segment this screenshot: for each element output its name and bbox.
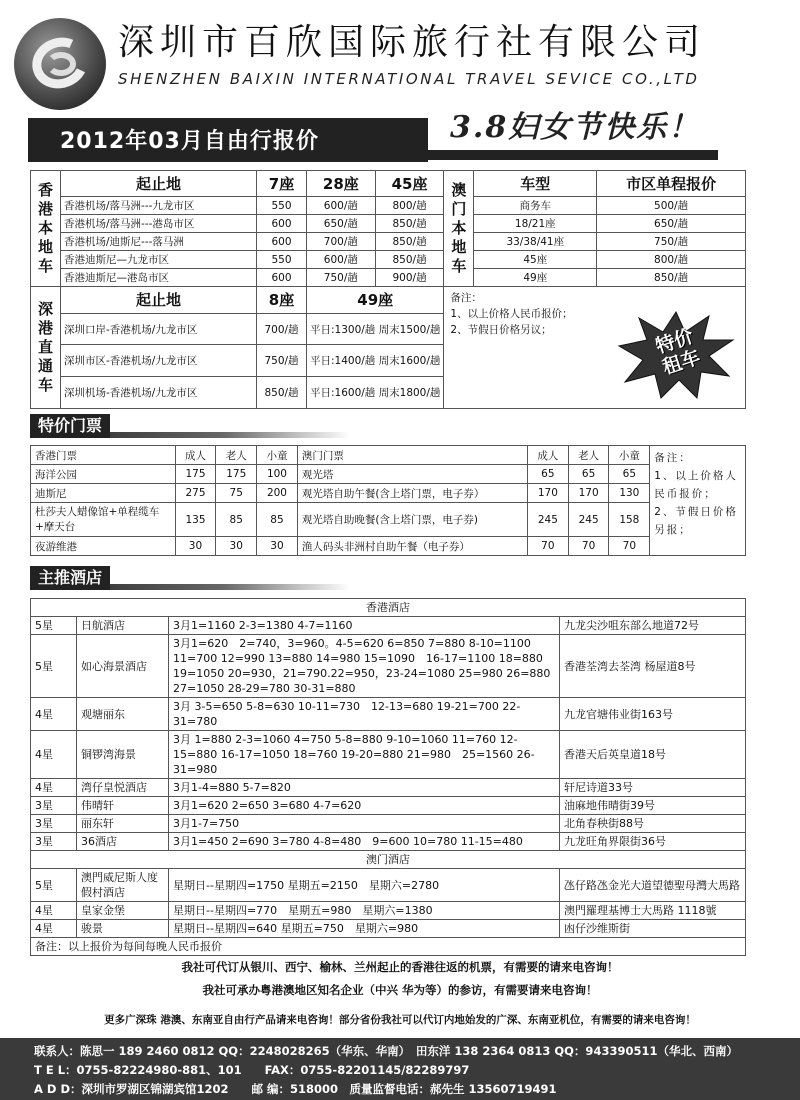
table-cell: 海洋公园: [31, 465, 176, 484]
header-adult: 成人: [175, 446, 216, 465]
table-cell: 5星: [31, 869, 77, 902]
table-cell: 3月1=450 2=690 3=780 4-8=480 9=600 10=780 11-15=480: [169, 833, 560, 851]
table-cell: 香港荃湾去荃湾 杨屋道8号: [560, 635, 746, 698]
table-cell: 商务车: [474, 197, 597, 215]
table-row: [31, 779, 746, 797]
sz-hk-through-bus-label: 深港直通车: [31, 287, 61, 409]
table-cell: 深圳机场-香港机场/九龙市区: [61, 377, 257, 409]
table-cell: 迪斯尼: [31, 484, 176, 503]
header-child: 小童: [257, 446, 298, 465]
contact-footer: [0, 1038, 800, 1100]
table-row: [31, 537, 746, 556]
table-cell: 245: [528, 503, 569, 537]
table-cell: 观光塔: [297, 465, 527, 484]
table-cell: 158: [609, 503, 650, 537]
table-cell: 平日:1600/趟 周末1800/趟: [307, 377, 444, 409]
table-cell: 杜莎夫人蜡像馆+单程缆车+摩天台: [31, 503, 176, 537]
table-cell: 深圳口岸-香港机场/九龙市区: [61, 313, 257, 345]
table-cell: 观塘丽东: [77, 698, 169, 731]
header-45-seat: 45座: [375, 171, 444, 197]
table-row: [31, 797, 746, 815]
promo-line-3: 更多广深珠 港澳、东南亚自由行产品请来电咨询！部分省份我社可以代订内地始发的广深、东南亚机位，有需要的请来电咨询！: [104, 1014, 696, 1026]
table-cell: 550: [257, 197, 307, 215]
table-cell: 800/趟: [597, 251, 746, 269]
table-cell: 九龙官塘伟业街163号: [560, 698, 746, 731]
header-hk-ticket: 香港门票: [31, 446, 176, 465]
table-cell: 170: [528, 484, 569, 503]
tickets-note: 备注： 1、以上价格人民币报价； 2、节假日价格另报；: [650, 446, 746, 556]
table-cell: 铜锣湾海景: [77, 731, 169, 779]
table-cell: 600: [257, 269, 307, 287]
table-cell: 750/趟: [257, 345, 307, 377]
table-row: [31, 902, 746, 920]
header-car-type: 车型: [474, 171, 597, 197]
table-cell: 70: [568, 537, 609, 556]
header-28-seat: 28座: [307, 171, 376, 197]
table-cell: 丽东轩: [77, 815, 169, 833]
table-cell: 3月1-7=750: [169, 815, 560, 833]
table-cell: 香港机场/落马洲---九龙市区: [61, 197, 257, 215]
table-cell: 550: [257, 251, 307, 269]
table-cell: 骏景: [77, 920, 169, 938]
table-row: [31, 833, 746, 851]
table-cell: 北角春秧街88号: [560, 815, 746, 833]
table-cell: 香港迪斯尼—港岛市区: [61, 269, 257, 287]
company-logo: [14, 18, 106, 110]
logo-ring-inner: [46, 52, 76, 76]
table-cell: 5星: [31, 635, 77, 698]
table-row: [31, 815, 746, 833]
promo-line-2: 我社可承办粤港澳地区知名企业（中兴 华为等）的参访，有需要请来电咨询！: [202, 983, 598, 997]
table-cell: 深圳市区-香港机场/九龙市区: [61, 345, 257, 377]
table-cell: 130: [609, 484, 650, 503]
header-sz-route: 起止地: [61, 287, 257, 314]
table-cell: 香港机场/落马洲---港岛市区: [61, 215, 257, 233]
table-cell: 650/趟: [597, 215, 746, 233]
macau-hotels-title: 澳门酒店: [31, 851, 746, 869]
table-cell: 皇家金堡: [77, 902, 169, 920]
table-cell: 轩尼诗道33号: [560, 779, 746, 797]
table-row: [31, 269, 746, 287]
table-cell: 澳門羅理基博士大馬路 1118號: [560, 902, 746, 920]
table-cell: 900/趟: [375, 269, 444, 287]
hotels-table: [30, 598, 746, 956]
table-cell: 850/趟: [375, 233, 444, 251]
table-cell: 245: [568, 503, 609, 537]
table-cell: 30: [257, 537, 298, 556]
table-cell: 如心海景酒店: [77, 635, 169, 698]
table-cell: 100: [257, 465, 298, 484]
table-cell: 36酒店: [77, 833, 169, 851]
table-cell: 星期日--星期四=640 星期五=750 星期六=980: [169, 920, 560, 938]
table-cell: 3月 3-5=650 5-8=630 10-11=730 12-13=680 19-21=700 22-31=780: [169, 698, 560, 731]
macau-local-car-label: 澳门本地车: [444, 171, 474, 287]
header-macau-ticket: 澳门门票: [297, 446, 527, 465]
promo-line-1: 我社可代订从银川、西宁、榆林、兰州起止的香港往返的机票，有需要的请来电咨询！: [181, 960, 619, 974]
table-cell: 850/趟: [375, 215, 444, 233]
table-cell: 85: [216, 503, 257, 537]
table-cell: 65: [609, 465, 650, 484]
table-cell: 30: [175, 537, 216, 556]
table-cell: 65: [568, 465, 609, 484]
table-cell: 4星: [31, 698, 77, 731]
table-cell: 600: [257, 233, 307, 251]
table-cell: 600/趟: [307, 251, 376, 269]
table-cell: 3月 1=880 2-3=1060 4=750 5-8=880 9-10=1060 11=760 12-15=880 16-17=1050 18=760 19-20=880 21=980 25=1560 26-31=980: [169, 731, 560, 779]
table-cell: 3星: [31, 833, 77, 851]
company-name-en: SHENZHEN BAIXIN INTERNATIONAL TRAVEL SEVICE CO.,LTD: [118, 70, 700, 88]
table-cell: 平日:1300/趟 周末1500/趟: [307, 313, 444, 345]
header-senior: 老人: [216, 446, 257, 465]
table-cell: 850/趟: [257, 377, 307, 409]
table-cell: 夜游维港: [31, 537, 176, 556]
table-cell: 750/趟: [597, 233, 746, 251]
table-cell: 澳門威尼斯人度假村酒店: [77, 869, 169, 902]
table-row: [31, 920, 746, 938]
table-cell: 伟晴轩: [77, 797, 169, 815]
table-cell: 18/21座: [474, 215, 597, 233]
table-cell: 氹仔路氹金光大道望德聖母灣大馬路: [560, 869, 746, 902]
header-8-seat: 8座: [257, 287, 307, 314]
hk-local-car-label: 香港本地车: [31, 171, 61, 287]
table-cell: 湾仔皇悦酒店: [77, 779, 169, 797]
table-row: [31, 635, 746, 698]
table-cell: 850/趟: [597, 269, 746, 287]
table-cell: 4星: [31, 902, 77, 920]
table-cell: 75: [216, 484, 257, 503]
company-name-cn: 深圳市百欣国际旅行社有限公司: [118, 22, 707, 63]
table-cell: 30: [216, 537, 257, 556]
table-cell: 香港机场/迪斯尼---落马洲: [61, 233, 257, 251]
table-cell: 星期日--星期四=1750 星期五=2150 星期六=2780: [169, 869, 560, 902]
table-cell: 275: [175, 484, 216, 503]
table-row: [31, 698, 746, 731]
contact-line-3: A D D：深圳市罗湖区锦湖宾馆1202 邮 编：518000 质量监督电话：郝先生 13560719491: [34, 1082, 557, 1096]
table-cell: 750/趟: [307, 269, 376, 287]
special-rental-text: 特价租车: [653, 325, 703, 379]
header-7-seat: 7座: [257, 171, 307, 197]
hk-hotels-title: 香港酒店: [31, 599, 746, 617]
table-cell: 49座: [474, 269, 597, 287]
table-cell: 4星: [31, 779, 77, 797]
table-cell: 33/38/41座: [474, 233, 597, 251]
table-row: [31, 731, 746, 779]
table-cell: 45座: [474, 251, 597, 269]
table-cell: 70: [609, 537, 650, 556]
table-cell: 香港迪斯尼—九龙市区: [61, 251, 257, 269]
header-route: 起止地: [61, 171, 257, 197]
table-cell: 星期日--星期四=770 星期五=980 星期六=1380: [169, 902, 560, 920]
table-cell: 3月1=620 2=650 3=680 4-7=620: [169, 797, 560, 815]
table-cell: 日航酒店: [77, 617, 169, 635]
table-cell: 观光塔自助午餐(含上塔门票，电子券）: [297, 484, 527, 503]
table-cell: 4星: [31, 920, 77, 938]
page-title: 2012年03月自由行报价: [60, 129, 319, 154]
hotels-footnote: 备注：以上报价为每间每晚人民币报价: [31, 938, 746, 956]
table-row: [31, 484, 746, 503]
table-cell: 香港天后英皇道18号: [560, 731, 746, 779]
special-rental-burst: [617, 310, 735, 400]
table-row: [31, 215, 746, 233]
table-cell: 600/趟: [307, 197, 376, 215]
table-cell: 3月1-4=880 5-7=820: [169, 779, 560, 797]
table-cell: 600: [257, 215, 307, 233]
table-row: [31, 233, 746, 251]
table-row: [31, 869, 746, 902]
festival-greeting: 3.8妇女节快乐！: [440, 102, 710, 146]
table-cell: 九龙旺角界限街36号: [560, 833, 746, 851]
table-cell: 3月1=1160 2-3=1380 4-7=1160: [169, 617, 560, 635]
header-49-seat: 49座: [307, 287, 444, 314]
table-cell: 175: [175, 465, 216, 484]
table-cell: 85: [257, 503, 298, 537]
table-row: [31, 251, 746, 269]
table-row: [31, 617, 746, 635]
table-cell: 170: [568, 484, 609, 503]
table-cell: 500/趟: [597, 197, 746, 215]
table-cell: 3月1=620 2=740，3=960。4-5=620 6=850 7=880 8-10=1100 11=700 12=990 13=880 14=980 15=1090 16-17=1100 18=880 19=1050 20=930，21=790.22=950，23-24=1080 25=980 26=880 27=1050 28-29=780 30-31=880: [169, 635, 560, 698]
table-cell: 700/趟: [257, 313, 307, 345]
table-cell: 700/趟: [307, 233, 376, 251]
table-cell: 凼仔沙维斯街: [560, 920, 746, 938]
contact-line-1: 联系人：陈思一 189 2460 0812 QQ：2248028265（华东、华南） 田东洋 138 2364 0813 QQ：943390511（华北、西南）: [34, 1044, 738, 1058]
table-cell: 渔人码头非洲村自助午餐（电子券）: [297, 537, 527, 556]
contact-line-2: T E L：0755-82224980-881、101 FAX：0755-82201145/82289797: [34, 1063, 470, 1077]
table-cell: 4星: [31, 731, 77, 779]
header-adult-mo: 成人: [528, 446, 569, 465]
header-child-mo: 小童: [609, 446, 650, 465]
header-city-price: 市区单程报价: [597, 171, 746, 197]
table-cell: 70: [528, 537, 569, 556]
table-cell: 5星: [31, 617, 77, 635]
table-cell: 3星: [31, 815, 77, 833]
table-cell: 油麻地伟晴街39号: [560, 797, 746, 815]
table-cell: 65: [528, 465, 569, 484]
table-cell: 观光塔自助晚餐(含上塔门票，电子券): [297, 503, 527, 537]
table-cell: 850/趟: [375, 251, 444, 269]
table-cell: 3星: [31, 797, 77, 815]
transfer-note: 备注： 1、以上价格人民币报价； 2、节假日价格另议； 特价租车: [444, 287, 746, 409]
table-row: [31, 197, 746, 215]
table-cell: 800/趟: [375, 197, 444, 215]
transfer-price-table: [30, 170, 746, 409]
table-cell: 135: [175, 503, 216, 537]
promo-block: [0, 956, 800, 1002]
table-cell: 200: [257, 484, 298, 503]
table-cell: 650/趟: [307, 215, 376, 233]
table-cell: 九龙尖沙咀东部么地道72号: [560, 617, 746, 635]
tickets-banner-label: 特价门票: [30, 414, 110, 438]
hotels-banner: [30, 566, 350, 592]
header-senior-mo: 老人: [568, 446, 609, 465]
table-row: [31, 465, 746, 484]
tickets-banner: [30, 414, 350, 440]
tickets-table: [30, 445, 746, 556]
hotels-banner-label: 主推酒店: [30, 566, 110, 590]
table-cell: 175: [216, 465, 257, 484]
table-row: [31, 503, 746, 537]
table-cell: 平日:1400/趟 周末1600/趟: [307, 345, 444, 377]
